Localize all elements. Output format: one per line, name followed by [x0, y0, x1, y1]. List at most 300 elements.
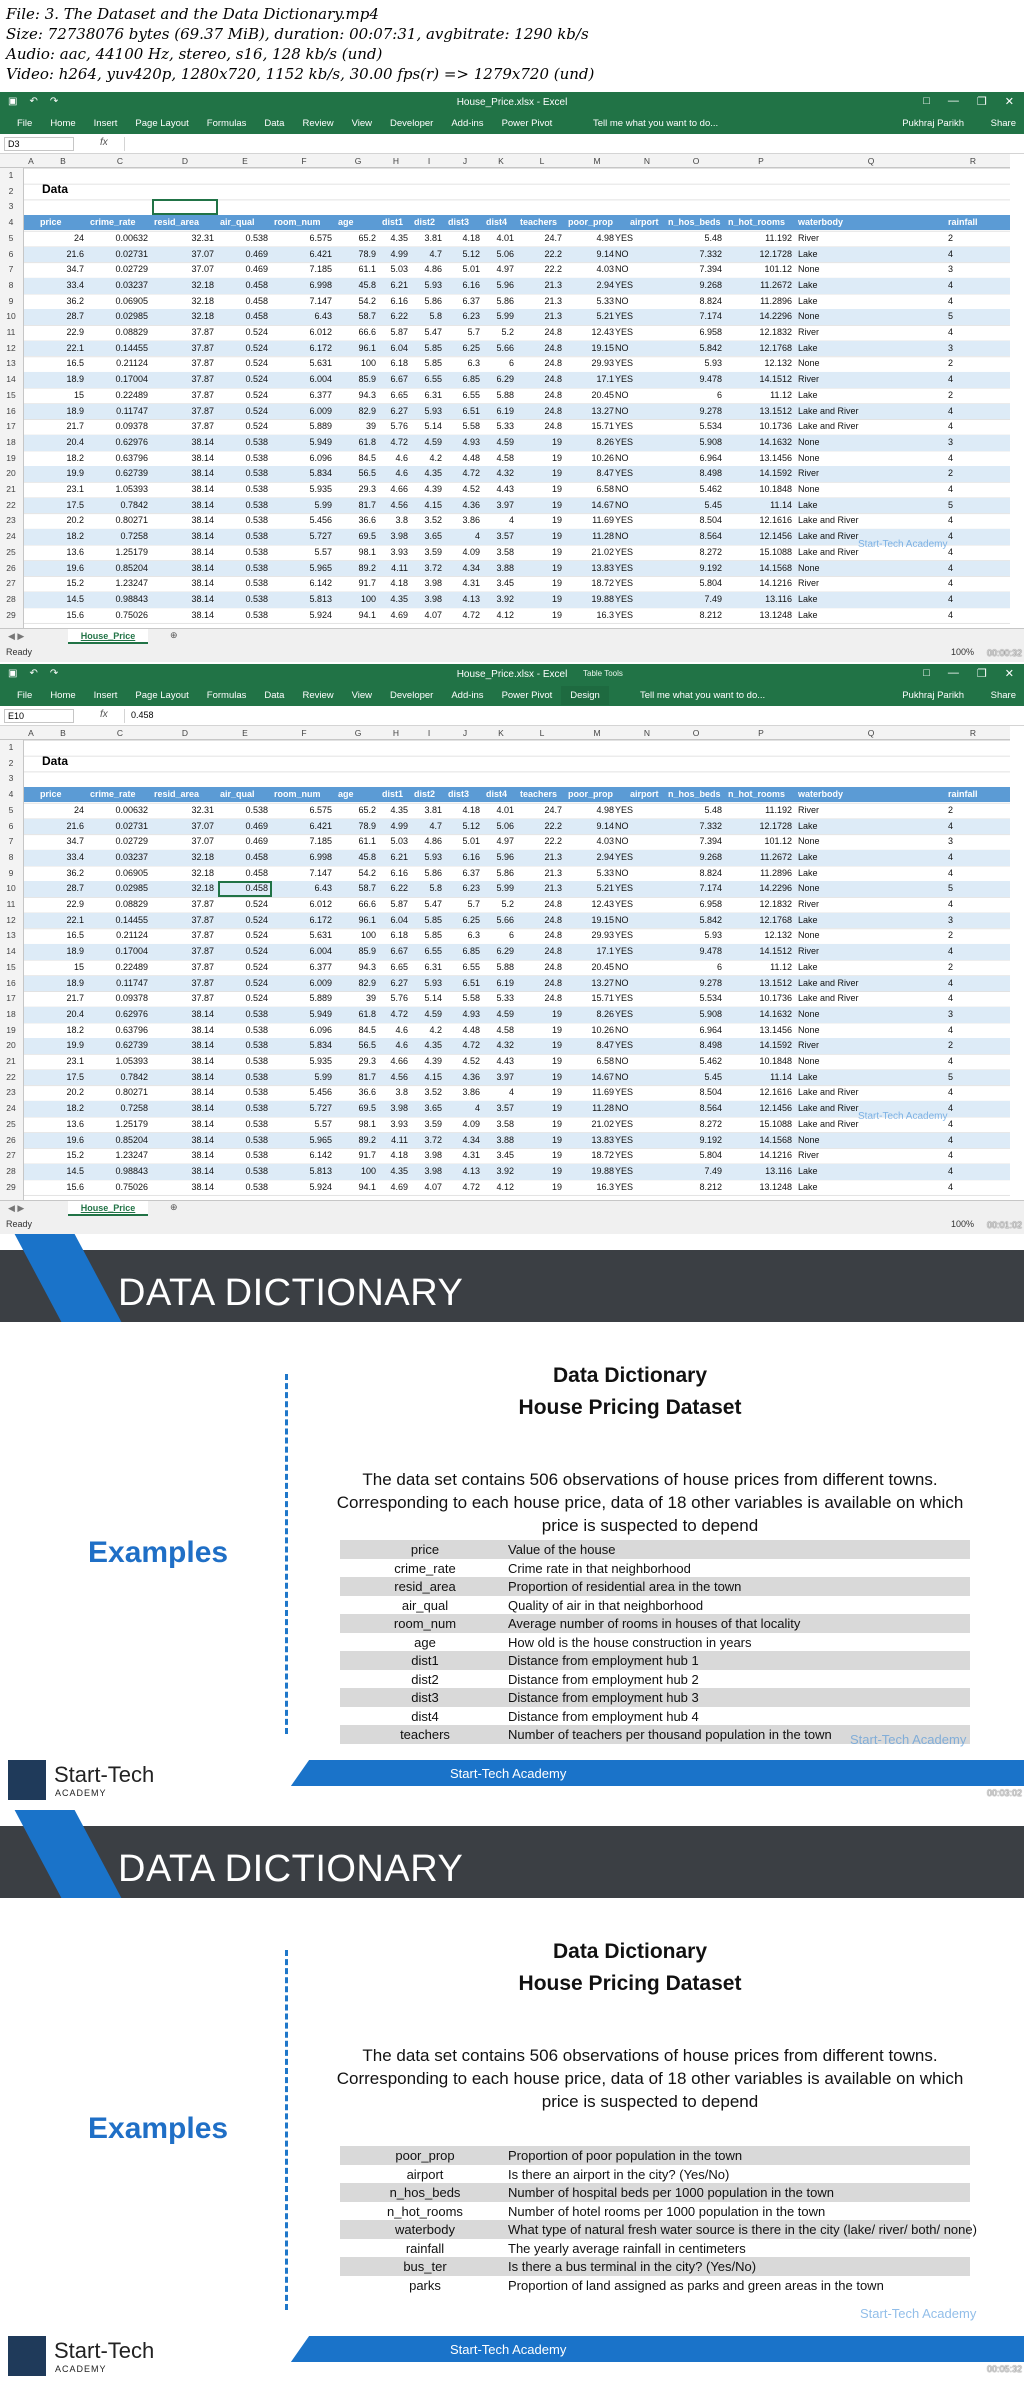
table-cell[interactable]: 29.3 — [358, 1056, 376, 1066]
column-header[interactable]: I — [427, 156, 431, 166]
table-cell[interactable]: 2 — [948, 468, 954, 479]
table-cell[interactable]: 19 — [551, 1134, 562, 1145]
table-cell[interactable]: 101.12 — [764, 836, 792, 847]
table-cell[interactable]: 19 — [551, 452, 562, 463]
table-cell[interactable]: 18.72 — [591, 1150, 614, 1161]
table-cell[interactable]: 32.31 — [191, 232, 214, 243]
table-cell[interactable]: 7.394 — [699, 836, 722, 847]
table-cell[interactable]: 0.538 — [245, 1103, 268, 1114]
row-header[interactable]: 23 — [6, 1087, 16, 1098]
table-cell[interactable]: 5.03 — [390, 264, 408, 275]
table-cell[interactable]: 4.72 — [390, 436, 408, 447]
table-cell[interactable]: NO — [615, 484, 629, 494]
table-cell[interactable]: 4 — [948, 867, 954, 878]
row-header[interactable]: 7 — [8, 264, 14, 275]
table-cell[interactable]: 4.69 — [390, 609, 408, 620]
table-cell[interactable]: None — [798, 1056, 820, 1066]
table-cell[interactable]: 0.21124 — [116, 930, 148, 941]
table-cell[interactable]: 19 — [551, 593, 562, 604]
table-header-cell[interactable]: dist4 — [486, 789, 508, 800]
table-cell[interactable]: 54.2 — [358, 295, 376, 306]
table-cell[interactable]: YES — [615, 883, 634, 894]
table-cell[interactable]: 6.21 — [390, 851, 408, 862]
table-cell[interactable]: 81.7 — [358, 1071, 376, 1082]
table-cell[interactable]: 4.72 — [462, 468, 480, 479]
table-cell[interactable]: 11.28 — [592, 1103, 614, 1114]
minimize-icon[interactable]: — — [947, 667, 959, 679]
table-cell[interactable]: 6.67 — [390, 374, 408, 385]
table-cell[interactable]: YES — [615, 1181, 634, 1192]
table-cell[interactable]: None — [798, 836, 820, 847]
table-cell[interactable]: 4.6 — [395, 1040, 408, 1051]
table-cell[interactable]: Lake and River — [798, 421, 859, 432]
table-cell[interactable]: 2 — [948, 358, 954, 369]
table-cell[interactable]: 37.87 — [191, 914, 214, 925]
table-cell[interactable]: 4 — [948, 531, 954, 542]
table-cell[interactable]: 3.72 — [424, 1134, 442, 1145]
table-cell[interactable]: 6.142 — [309, 1150, 332, 1161]
table-cell[interactable]: 17.1 — [596, 374, 614, 385]
table-cell[interactable]: Lake — [798, 279, 818, 290]
column-header[interactable]: M — [593, 728, 601, 738]
table-cell[interactable]: 3.58 — [496, 546, 514, 557]
table-cell[interactable]: 0.62976 — [115, 436, 148, 447]
table-cell[interactable]: 4.59 — [496, 436, 514, 447]
table-cell[interactable]: 45.8 — [358, 851, 376, 862]
table-cell[interactable]: 32.31 — [191, 804, 214, 815]
row-header[interactable]: 12 — [6, 914, 16, 925]
tab-formulas[interactable]: Formulas — [206, 118, 247, 129]
table-cell[interactable]: 3.93 — [390, 1118, 408, 1129]
table-cell[interactable]: 38.14 — [191, 1040, 214, 1051]
column-header[interactable]: C — [116, 728, 124, 738]
table-header-cell[interactable]: poor_prop — [568, 217, 613, 228]
table-cell[interactable]: NO — [615, 499, 629, 510]
table-cell[interactable]: 3.58 — [496, 1118, 514, 1129]
row-header[interactable]: 9 — [8, 867, 14, 878]
table-header-cell[interactable]: waterbody — [798, 789, 844, 800]
table-cell[interactable]: 37.87 — [191, 961, 214, 972]
table-cell[interactable]: 4.35 — [390, 804, 408, 815]
table-cell[interactable]: 11.14 — [770, 1071, 792, 1082]
column-header[interactable]: M — [593, 156, 601, 166]
row-header[interactable]: 13 — [6, 930, 16, 941]
table-cell[interactable]: 0.538 — [245, 562, 268, 573]
table-cell[interactable]: 6.23 — [462, 311, 480, 322]
table-cell[interactable]: 4.66 — [390, 1056, 408, 1066]
table-cell[interactable]: 54.2 — [358, 867, 376, 878]
table-cell[interactable]: 38.14 — [191, 609, 214, 620]
table-cell[interactable]: 15.2 — [66, 578, 84, 589]
table-cell[interactable]: 36.2 — [66, 295, 84, 306]
table-cell[interactable]: 4.72 — [462, 609, 480, 620]
table-cell[interactable]: 10.26 — [591, 452, 614, 463]
row-header[interactable]: 16 — [6, 405, 16, 416]
table-cell[interactable]: 5.8 — [429, 883, 442, 894]
table-cell[interactable]: 0.524 — [245, 358, 268, 369]
table-cell[interactable]: Lake — [798, 499, 818, 510]
table-cell[interactable]: 3.8 — [395, 515, 408, 526]
row-header[interactable]: 14 — [6, 374, 16, 385]
table-cell[interactable]: 6.16 — [390, 867, 408, 878]
table-header-cell[interactable]: price — [40, 217, 62, 228]
table-cell[interactable]: 5.908 — [699, 1008, 722, 1019]
table-cell[interactable]: 19 — [551, 1087, 562, 1098]
table-cell[interactable]: 22.2 — [544, 836, 562, 847]
table-cell[interactable]: 4.43 — [496, 484, 514, 494]
table-cell[interactable]: 5.462 — [699, 1056, 722, 1066]
table-cell[interactable]: 13.116 — [765, 1165, 792, 1176]
table-cell[interactable]: 0.14455 — [115, 914, 148, 925]
table-cell[interactable]: 5.03 — [390, 836, 408, 847]
table-cell[interactable]: 21.7 — [66, 993, 84, 1004]
table-cell[interactable]: 4 — [948, 578, 954, 589]
table-cell[interactable]: 5.76 — [390, 993, 408, 1004]
ribbon-options-icon[interactable]: □ — [923, 667, 930, 679]
table-cell[interactable]: 19 — [551, 562, 562, 573]
table-cell[interactable]: None — [798, 264, 820, 275]
table-header-cell[interactable]: resid_area — [154, 789, 200, 800]
table-cell[interactable]: 0.21124 — [116, 358, 148, 369]
table-cell[interactable]: 33.4 — [66, 279, 84, 290]
table-cell[interactable]: Lake — [798, 851, 818, 862]
table-cell[interactable]: 38.14 — [191, 1165, 214, 1176]
column-header[interactable]: J — [462, 728, 468, 738]
table-cell[interactable]: 4 — [948, 374, 954, 385]
ribbon-options-icon[interactable]: □ — [923, 95, 930, 107]
table-cell[interactable]: NO — [615, 977, 629, 988]
table-cell[interactable]: River — [798, 578, 820, 589]
table-cell[interactable]: 6.22 — [390, 883, 408, 894]
table-cell[interactable]: 4 — [948, 1134, 954, 1145]
redo-icon[interactable]: ↷ — [49, 96, 59, 107]
table-cell[interactable]: 18.9 — [66, 946, 84, 957]
table-cell[interactable]: 4 — [948, 1165, 954, 1176]
table-cell[interactable]: 24.8 — [544, 389, 562, 400]
table-cell[interactable]: 5.727 — [309, 531, 332, 542]
table-cell[interactable]: 24.8 — [544, 358, 562, 369]
table-cell[interactable]: 28.7 — [66, 883, 84, 894]
worksheet-grid[interactable] — [0, 726, 1010, 1200]
table-cell[interactable]: 91.7 — [358, 578, 376, 589]
table-cell[interactable]: 6.27 — [390, 405, 408, 416]
table-cell[interactable]: 0.458 — [245, 295, 268, 306]
table-cell[interactable]: 0.85204 — [115, 562, 148, 573]
table-cell[interactable]: 9.278 — [699, 405, 722, 416]
table-cell[interactable]: River — [798, 804, 820, 815]
table-cell[interactable]: 4.98 — [596, 804, 614, 815]
row-header[interactable]: 25 — [6, 1118, 16, 1129]
table-cell[interactable]: 15.71 — [591, 421, 614, 432]
table-cell[interactable]: 24.8 — [544, 961, 562, 972]
row-header[interactable]: 21 — [6, 484, 16, 494]
table-cell[interactable]: None — [798, 436, 820, 447]
table-cell[interactable]: 14.1632 — [759, 436, 792, 447]
table-cell[interactable]: 0.538 — [245, 1181, 268, 1192]
table-cell[interactable]: 19 — [551, 436, 562, 447]
table-cell[interactable]: YES — [615, 327, 634, 337]
table-cell[interactable]: NO — [615, 836, 629, 847]
table-cell[interactable]: 5.66 — [496, 342, 514, 353]
row-header[interactable]: 20 — [6, 1040, 16, 1051]
table-cell[interactable]: 58.7 — [358, 311, 376, 322]
tab-add-ins[interactable]: Add-ins — [451, 118, 484, 129]
table-cell[interactable]: 65.2 — [358, 232, 376, 243]
table-cell[interactable]: 0.524 — [245, 389, 268, 400]
table-cell[interactable]: 5.58 — [462, 993, 480, 1004]
table-cell[interactable]: 3 — [948, 264, 954, 275]
table-cell[interactable]: 94.3 — [358, 961, 376, 972]
share-button[interactable]: Share — [990, 118, 1016, 129]
table-cell[interactable]: 6.58 — [596, 484, 614, 494]
table-cell[interactable]: 6.964 — [699, 1024, 722, 1035]
tab-view[interactable]: View — [351, 690, 373, 701]
row-header[interactable]: 19 — [6, 1024, 16, 1035]
table-cell[interactable]: 15.1088 — [759, 1118, 792, 1129]
table-cell[interactable]: 3.59 — [424, 1118, 442, 1129]
table-cell[interactable]: 0.63796 — [115, 452, 148, 463]
table-cell[interactable]: 21.6 — [66, 248, 84, 259]
table-cell[interactable]: 5.813 — [309, 593, 332, 604]
column-header[interactable]: N — [643, 156, 651, 166]
table-cell[interactable]: 9.478 — [699, 374, 722, 385]
table-cell[interactable]: 0.17004 — [115, 374, 148, 385]
table-cell[interactable]: 6 — [508, 930, 514, 941]
table-cell[interactable]: 18.2 — [66, 452, 84, 463]
table-cell[interactable]: 4 — [508, 515, 514, 526]
table-cell[interactable]: 9.14 — [596, 248, 614, 259]
table-cell[interactable]: 5.06 — [496, 820, 514, 831]
table-cell[interactable]: 6.012 — [309, 327, 332, 337]
row-header[interactable]: 19 — [6, 452, 16, 463]
table-cell[interactable]: 5.58 — [462, 421, 480, 432]
table-cell[interactable]: 0.538 — [245, 1040, 268, 1051]
table-cell[interactable]: 5.813 — [309, 1165, 332, 1176]
table-header-cell[interactable]: teachers — [520, 217, 558, 228]
table-cell[interactable]: 4.35 — [390, 232, 408, 243]
table-cell[interactable]: 37.87 — [191, 389, 214, 400]
table-cell[interactable]: 18.2 — [66, 531, 84, 542]
table-header-cell[interactable]: teachers — [520, 789, 558, 800]
table-cell[interactable]: 19 — [551, 546, 562, 557]
table-cell[interactable]: 15.2 — [66, 1150, 84, 1161]
table-cell[interactable]: 16.3 — [596, 609, 614, 620]
row-header[interactable]: 17 — [6, 421, 16, 432]
table-cell[interactable]: YES — [615, 232, 634, 243]
table-cell[interactable]: 12.1616 — [759, 1087, 792, 1098]
undo-icon[interactable]: ↶ — [29, 96, 38, 107]
tab-home[interactable]: Home — [50, 118, 76, 129]
table-cell[interactable]: None — [798, 311, 820, 322]
table-cell[interactable]: 0.524 — [245, 977, 268, 988]
table-cell[interactable]: 5.33 — [596, 867, 614, 878]
column-header[interactable]: N — [643, 728, 651, 738]
table-cell[interactable]: 11.192 — [765, 804, 792, 815]
table-cell[interactable]: 10.1736 — [759, 421, 792, 432]
row-header[interactable]: 24 — [6, 1103, 16, 1114]
table-cell[interactable]: None — [798, 358, 820, 369]
table-cell[interactable]: 33.4 — [66, 851, 84, 862]
table-cell[interactable]: 0.524 — [245, 993, 268, 1004]
table-cell[interactable]: Lake and River — [798, 1118, 859, 1129]
table-cell[interactable]: 18.9 — [66, 374, 84, 385]
table-cell[interactable]: 5.834 — [309, 468, 332, 479]
table-cell[interactable]: 21.3 — [544, 867, 562, 878]
row-header[interactable]: 5 — [8, 232, 14, 243]
table-cell[interactable]: 8.498 — [699, 468, 722, 479]
table-cell[interactable]: 38.14 — [191, 1087, 214, 1098]
table-cell[interactable]: 5 — [948, 499, 954, 510]
table-cell[interactable]: 34.7 — [66, 836, 84, 847]
table-cell[interactable]: 0.469 — [245, 836, 268, 847]
table-cell[interactable]: 0.7258 — [120, 1103, 148, 1114]
row-header[interactable]: 26 — [6, 562, 16, 573]
row-header[interactable]: 25 — [6, 546, 16, 557]
table-cell[interactable]: 8.26 — [596, 1008, 614, 1019]
tab-view[interactable]: View — [351, 118, 373, 129]
table-cell[interactable]: 13.83 — [591, 1134, 614, 1145]
table-cell[interactable]: 38.14 — [191, 531, 214, 542]
row-header[interactable]: 6 — [8, 248, 14, 259]
table-cell[interactable]: 24.7 — [544, 804, 562, 815]
table-cell[interactable]: 11.2896 — [760, 867, 792, 878]
table-cell[interactable]: 4.39 — [424, 1056, 442, 1066]
table-cell[interactable]: 14.67 — [591, 499, 614, 510]
table-cell[interactable]: 6.16 — [390, 295, 408, 306]
redo-icon[interactable]: ↷ — [49, 668, 59, 679]
table-cell[interactable]: 45.8 — [358, 279, 376, 290]
table-cell[interactable]: 17.5 — [66, 499, 84, 510]
column-header[interactable]: L — [539, 728, 545, 738]
table-cell[interactable]: Lake — [798, 342, 818, 353]
table-header-cell[interactable]: n_hot_rooms — [728, 789, 786, 800]
table-cell[interactable]: 19 — [551, 1056, 562, 1066]
table-cell[interactable]: 38.14 — [191, 578, 214, 589]
table-cell[interactable]: 5.86 — [424, 295, 442, 306]
table-header-cell[interactable]: air_qual — [220, 217, 255, 228]
table-cell[interactable]: 20.4 — [66, 1008, 84, 1019]
table-cell[interactable]: 4.07 — [424, 609, 442, 620]
table-cell[interactable]: 4 — [948, 851, 954, 862]
table-cell[interactable]: 29.93 — [591, 358, 614, 369]
table-cell[interactable]: 0.538 — [245, 499, 268, 510]
tab-page-layout[interactable]: Page Layout — [135, 690, 189, 701]
table-cell[interactable]: 24.8 — [544, 899, 562, 909]
table-cell[interactable]: 4.13 — [462, 1165, 480, 1176]
table-cell[interactable]: 24.8 — [544, 977, 562, 988]
table-header-cell[interactable]: crime_rate — [90, 789, 136, 800]
table-cell[interactable]: 6.37 — [462, 295, 480, 306]
table-cell[interactable]: 3.97 — [496, 499, 514, 510]
table-cell[interactable]: 0.7842 — [120, 499, 148, 510]
table-cell[interactable]: 13.1248 — [759, 609, 792, 620]
table-cell[interactable]: 21.3 — [544, 883, 562, 894]
table-cell[interactable]: 4.18 — [390, 1150, 408, 1161]
table-cell[interactable]: 4 — [948, 593, 954, 604]
table-cell[interactable]: 4.86 — [424, 264, 442, 275]
table-cell[interactable]: 6.55 — [462, 961, 480, 972]
table-cell[interactable]: 24 — [73, 804, 84, 815]
table-cell[interactable]: 0.85204 — [115, 1134, 148, 1145]
table-cell[interactable]: 6.964 — [699, 452, 722, 463]
table-cell[interactable]: 11.69 — [592, 515, 614, 526]
table-cell[interactable]: 9.268 — [699, 851, 722, 862]
table-cell[interactable]: 5 — [948, 311, 954, 322]
column-header[interactable]: B — [60, 728, 66, 738]
table-cell[interactable]: 6.575 — [309, 232, 332, 243]
table-cell[interactable]: 6.998 — [309, 279, 332, 290]
table-cell[interactable]: 0.08829 — [115, 327, 148, 337]
table-cell[interactable]: 14.1632 — [759, 1008, 792, 1019]
table-cell[interactable]: 4 — [948, 248, 954, 259]
table-cell[interactable]: None — [798, 484, 820, 494]
table-cell[interactable]: 19 — [551, 1165, 562, 1176]
table-cell[interactable]: 38.14 — [191, 593, 214, 604]
table-cell[interactable]: 4 — [948, 993, 954, 1004]
table-cell[interactable]: 101.12 — [764, 264, 792, 275]
table-cell[interactable]: 0.538 — [245, 484, 268, 494]
table-cell[interactable]: Lake and River — [798, 977, 859, 988]
table-cell[interactable]: NO — [615, 295, 629, 306]
table-cell[interactable]: 0.538 — [245, 804, 268, 815]
row-header[interactable]: 21 — [6, 1056, 16, 1066]
tab-power-pivot[interactable]: Power Pivot — [501, 118, 553, 129]
column-header[interactable]: J — [462, 156, 468, 166]
table-cell[interactable]: 3.98 — [390, 1103, 408, 1114]
table-cell[interactable]: 3.81 — [424, 804, 442, 815]
table-cell[interactable]: 2 — [948, 232, 954, 243]
column-header[interactable]: H — [392, 728, 400, 738]
table-cell[interactable]: 6.16 — [462, 851, 480, 862]
table-cell[interactable]: 5.57 — [314, 1118, 332, 1129]
table-cell[interactable]: 56.5 — [358, 468, 376, 479]
table-cell[interactable]: 6.19 — [496, 405, 514, 416]
table-cell[interactable]: 5.76 — [390, 421, 408, 432]
table-cell[interactable]: 4 — [948, 327, 954, 337]
table-cell[interactable]: 5.924 — [309, 609, 332, 620]
table-cell[interactable]: 22.2 — [544, 820, 562, 831]
table-cell[interactable]: 6 — [508, 358, 514, 369]
table-cell[interactable]: 3.72 — [424, 562, 442, 573]
table-cell[interactable]: 4.36 — [462, 499, 480, 510]
table-cell[interactable]: 3.93 — [390, 546, 408, 557]
column-header[interactable]: O — [692, 156, 700, 166]
table-cell[interactable]: 0.538 — [245, 1118, 268, 1129]
table-cell[interactable]: 9.192 — [699, 562, 722, 573]
table-cell[interactable]: 0.524 — [245, 374, 268, 385]
column-header[interactable]: G — [354, 728, 362, 738]
table-cell[interactable]: YES — [615, 374, 634, 385]
table-cell[interactable]: 38.14 — [191, 1024, 214, 1035]
table-cell[interactable]: 4.6 — [395, 452, 408, 463]
table-cell[interactable]: 6.18 — [390, 358, 408, 369]
table-cell[interactable]: Lake — [798, 961, 818, 972]
table-cell[interactable]: 0.08829 — [115, 899, 148, 909]
table-cell[interactable]: 4 — [948, 820, 954, 831]
table-cell[interactable]: 4.58 — [496, 452, 514, 463]
table-cell[interactable]: 37.87 — [191, 358, 214, 369]
table-cell[interactable]: 6.16 — [462, 279, 480, 290]
table-cell[interactable]: 4 — [948, 515, 954, 526]
table-header-cell[interactable]: airport — [630, 217, 659, 228]
table-header-cell[interactable]: rainfall — [948, 789, 978, 800]
table-cell[interactable]: 5.14 — [424, 993, 442, 1004]
table-cell[interactable]: 38.14 — [191, 1181, 214, 1192]
table-cell[interactable]: 98.1 — [358, 546, 376, 557]
table-cell[interactable]: 37.87 — [191, 405, 214, 416]
table-cell[interactable]: 81.7 — [358, 499, 376, 510]
tab-developer[interactable]: Developer — [390, 118, 434, 129]
